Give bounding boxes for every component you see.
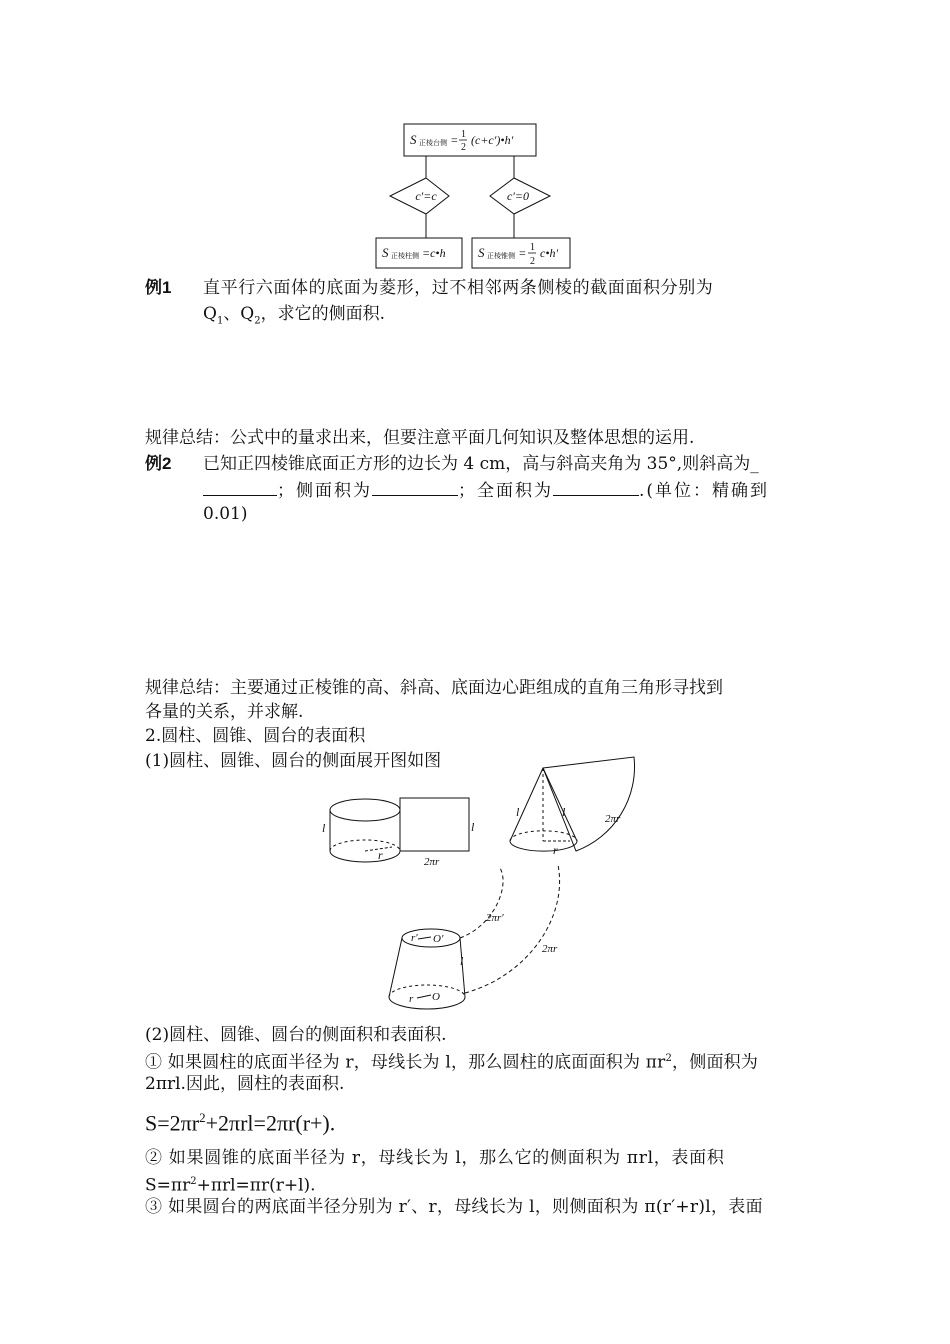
sub1-title: (1)圆柱、圆锥、圆台的侧面展开图如图 bbox=[145, 751, 442, 771]
pyramid-formula-s: S bbox=[478, 245, 485, 260]
example2-line2: ；侧面积为 ；全面积为 .(单位：精确到 bbox=[203, 478, 769, 503]
cone-2pir: 2πr bbox=[605, 813, 621, 825]
example1-line1: 直平行六面体的底面为菱形，过不相邻两条侧棱的截面面积分别为 bbox=[203, 278, 714, 298]
frustum-l: l bbox=[460, 954, 464, 968]
cone-l-left: l bbox=[516, 805, 520, 819]
frustum-formula-num: 1 bbox=[461, 129, 466, 140]
frustum-formula-eq: = bbox=[451, 133, 458, 147]
frustum-formula-s: S bbox=[410, 132, 417, 147]
example1-line2: $Q_1$、$Q_2$，求它的侧面积. bbox=[203, 304, 386, 327]
pyramid-formula-den: 2 bbox=[530, 256, 535, 267]
cone-l-right: l bbox=[562, 805, 566, 819]
pyramid-formula-sub: 正棱锥侧 bbox=[487, 252, 515, 260]
cylinder-l-right: l bbox=[471, 820, 475, 834]
prism-formula-box bbox=[376, 238, 462, 268]
cone-r: r bbox=[553, 843, 558, 857]
sub2-title: (2)圆柱、圆锥、圆台的侧面积和表面积. bbox=[145, 1025, 447, 1045]
example2-line3: 0.01) bbox=[203, 504, 248, 524]
arc-2pir-prime: 2πr′ bbox=[486, 912, 504, 924]
prism-formula-s: S bbox=[382, 245, 389, 260]
example1-label: 例1 bbox=[145, 278, 172, 297]
section2-title: 2.圆柱、圆锥、圆台的表面积 bbox=[145, 726, 366, 746]
frustum-bottom-o: O bbox=[432, 991, 440, 1003]
frustum-formula-den: 2 bbox=[461, 142, 466, 153]
cone-drawing bbox=[510, 757, 635, 851]
prism-formula-sub: 正棱柱侧 bbox=[391, 252, 419, 260]
cylinder-drawing bbox=[330, 798, 469, 862]
frustum-top-r: r′ bbox=[411, 932, 418, 944]
item3-line1: ③ 如果圆台的两底面半径分别为 r′、r，母线长为 l，则侧面积为 π(r′+r)l，表面 bbox=[145, 1197, 763, 1217]
item2-line1: ② 如果圆锥的底面半径为 r，母线长为 l，那么它的侧面积为 πrl，表面积 bbox=[145, 1148, 725, 1168]
example2-line1: 已知正四棱锥底面正方形的边长为 4 cm，高与斜高夹角为 35°,则斜高为_ bbox=[203, 454, 759, 474]
pyramid-formula-eq: = bbox=[519, 246, 526, 260]
summary2-line1: 规律总结：主要通过正棱锥的高、斜高、底面边心距组成的直角三角形寻找到 bbox=[145, 678, 723, 698]
item2-line2: $S=\pi r^2+\pi rl=\pi r(r+l)$. bbox=[145, 1175, 316, 1196]
cylinder-surface-formula: $S=2\pi r^2+2\pi rl=2\pi r(r+)$. bbox=[145, 1110, 336, 1136]
pyramid-formula-rest: c•h′ bbox=[540, 246, 559, 260]
cylinder-r: r bbox=[378, 848, 383, 862]
lateral-area-flowchart bbox=[370, 118, 590, 278]
diamond-right-label: c′=0 bbox=[506, 189, 530, 203]
example2-label: 例2 bbox=[145, 454, 172, 473]
cylinder-l-left: l bbox=[322, 821, 326, 835]
cylinder-2pir: 2πr bbox=[424, 856, 440, 868]
summary2-line2: 各量的关系，并求解. bbox=[145, 702, 304, 722]
prism-formula-rest: =c•h bbox=[422, 246, 446, 260]
diamond-left-label: c′=c bbox=[415, 189, 437, 203]
surface-unfolding-figure bbox=[300, 765, 660, 1020]
frustum-formula-sub: 正棱台侧 bbox=[419, 139, 447, 147]
arc-2pir: 2πr bbox=[542, 943, 558, 955]
frustum-top-o: O′ bbox=[433, 933, 444, 945]
item1-line1: ① 如果圆柱的底面半径为 r，母线长为 l，那么圆柱的底面面积为 $\pi r^2$，侧面积为 bbox=[145, 1052, 759, 1073]
summary1: 规律总结：公式中的量求出来，但要注意平面几何知识及整体思想的运用. bbox=[145, 428, 695, 448]
frustum-bottom-r: r bbox=[409, 993, 414, 1005]
item1-line2: 2πrl.因此，圆柱的表面积. bbox=[145, 1074, 345, 1094]
pyramid-formula-num: 1 bbox=[530, 242, 535, 253]
frustum-formula-rest: (c+c′)•h′ bbox=[471, 133, 514, 147]
